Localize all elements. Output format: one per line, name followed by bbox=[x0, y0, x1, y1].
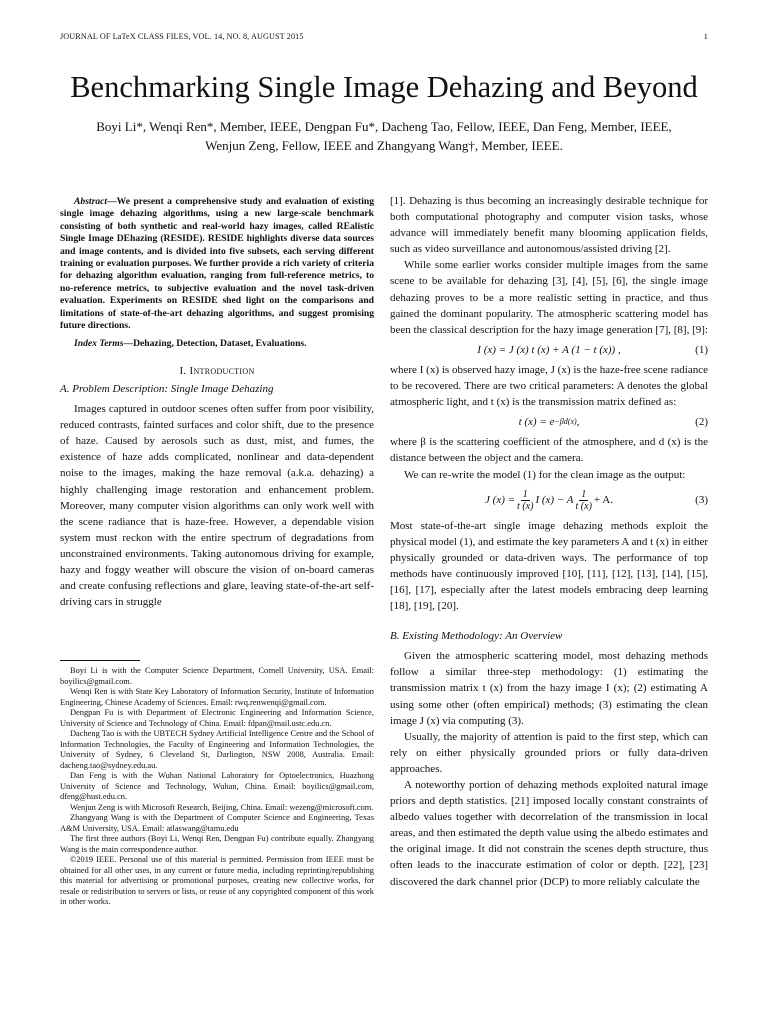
equation-3 bbox=[390, 489, 708, 512]
index-terms bbox=[60, 338, 374, 350]
paragraph: where I (x) is observed hazy image, J (x) is the haze-free scene radiance to be recovered. There are two critical parameters: A denotes the global atmospheric light, and t (x) is the transmission matrix defined as: bbox=[390, 363, 708, 409]
right-column bbox=[390, 193, 708, 890]
paragraph: [1]. Dehazing is thus becoming an increasingly desirable technique for both computational photography and computer vision tasks, whose advance will immediately benefit many blooming application fields, such as video surveillance and autonomous/assisted driving [2]. bbox=[390, 195, 708, 256]
fraction-denominator: t (x) bbox=[575, 500, 592, 512]
paragraph: where β is the scattering coefficient of the atmosphere, and d (x) is the distance between the object and the camera. bbox=[390, 436, 708, 465]
footnote: Dan Feng is with the Wuhan National Laboratory for Optoelectronics, Huazhong University of Science and Technology, Wuhan, China. Email: boyilics@gmail.com, dfeng@hust.edu.cn. bbox=[60, 771, 374, 801]
abstract bbox=[60, 196, 374, 332]
footnotes bbox=[60, 666, 374, 908]
intro-paragraph: Images captured in outdoor scenes often suffer from poor visibility, reduced contrasts, fainted surfaces and color shift, due to the presence of haze. Caused by aerosols such as dust, mist, and fumes, the existence of haze adds complicated, nonlinear and data-dependent noise to the images, making the haze removal (a.k.a. dehazing) a highly challenging image restoration and enhancement problem. Moreover, many computer vision algorithms can only work well with the scene radiance that is haze-free. However, a dependable vision system must reckon with the entire spectrum of degradations from unconstrained environments. Taking autonomous driving for example, hazy and foggy weather will obscure the vision of on-board cameras and create confusing reflections and glare, leaving state-of-the-art self-driving cars in struggle bbox=[60, 403, 374, 609]
footnote: Wenqi Ren is with State Key Laboratory of Information Security, Institute of Information Engineering, Chinese Academy of Sciences. Email: rwq.renwenqi@gmail.com. bbox=[60, 687, 374, 707]
abstract-text: —We present a comprehensive study and evaluation of existing single image dehazing algorithms, using a new large-scale benchmark consisting of both synthetic and real-world hazy images, called REalistic Single Image DEhazing (RESIDE). RESIDE highlights diverse data sources and image contents, and is divided into five subsets, each serving different training or evaluation purposes. We further provide a rich variety of criteria for dehazing algorithm evaluation, ranging from full-reference metrics, to no-reference metrics, to subjective evaluation and the novel task-driven evaluation. Experiments on RESIDE shed light on the comparisons and limitations of state-of-the-art dehazing algorithms, and suggest promising future directions. bbox=[60, 196, 374, 332]
paragraph: A noteworthy portion of dehazing methods exploited natural image priors and depth statistics. [21] imposed locally constant constraints of albedo values together with decorrelation of the transmission in local areas, and then estimated the depth value using the albedo estimates and the original image. It did not constrain the scenes depth structure, thus often leads to the inaccurate estimation of color or depth. [22], [23] discovered the dark channel prior (DCP) to more reliably calculate the bbox=[390, 779, 708, 888]
left-column bbox=[60, 196, 374, 610]
paragraph: We can re-write the model (1) for the clean image as the output: bbox=[404, 468, 686, 481]
subsection-heading: B. Existing Methodology: An Overview bbox=[390, 630, 563, 643]
paragraph: Usually, the majority of attention is paid to the first step, which can rely on either physically grounded priors or fully data-driven approaches. bbox=[390, 730, 708, 775]
footnote: Dacheng Tao is with the UBTECH Sydney Artificial Intelligence Centre and the School of Information Technologies, the Faculty of Engineering and Information Technologies, the University of Sydney, 6 Cleveland St, Darlington, NSW 2008, Australia. Email: dacheng.tao@sydney.edu.au. bbox=[60, 729, 374, 770]
journal-name: JOURNAL OF LaTeX CLASS FILES, VOL. 14, NO. 8, AUGUST 2015 bbox=[60, 32, 304, 41]
fraction-numerator: 1 bbox=[581, 488, 587, 500]
paragraph: Given the atmospheric scattering model, most dehazing methods follow a similar three-step methodology: (1) estimating the transmission matrix t (x) from the hazy image I (x); (2) estimating A using some other (often empirical) methods; (3) estimating the clean image J (x) via computing (3). bbox=[390, 650, 708, 727]
running-header bbox=[60, 32, 708, 41]
paragraph: While some earlier works consider multiple images from the same scene to be available for dehazing [3], [4], [5], [6], the single image dehazing proves to be a more realistic setting in practice, and thus gained the dominant popularity. The atmospheric scattering model has been the classical description for the hazy image generation [7], [8], [9]: bbox=[390, 259, 708, 336]
page-number: 1 bbox=[703, 32, 708, 41]
footnote-rule bbox=[60, 660, 140, 661]
equation-lhs: J (x) = bbox=[485, 494, 516, 507]
author-list bbox=[40, 117, 728, 155]
paragraph: Most state-of-the-art single image dehazing methods exploit the physical model (1), and estimate the key parameters A and t (x) in either physically grounded or data-driven ways. The performance of top methods have continuously improved [10], [11], [12], [13], [14], [15], [16], [17], especially after the latest models embracing deep learning [18], [19], [20]. bbox=[390, 519, 708, 613]
abstract-label: Abstract bbox=[74, 196, 108, 207]
footnote-copyright: ©2019 IEEE. Personal use of this material is permitted. Permission from IEEE must be obtained for all other uses, in any current or future media, including reprinting/republishing this material for advertising or promotional purposes, creating new collective works, for resale or redistribution to servers or lists, or reuse of any copyrighted component of this work in other works. bbox=[60, 855, 374, 906]
section-heading: I. Introduction bbox=[179, 364, 255, 377]
equation-body: I (x) = J (x) t (x) + A (1 − t (x)) , bbox=[477, 343, 621, 356]
paper-title: Benchmarking Single Image Dehazing and Beyond bbox=[70, 70, 698, 104]
equation-number: (1) bbox=[695, 343, 708, 356]
fraction bbox=[576, 489, 592, 512]
author-line-1: Boyi Li*, Wenqi Ren*, Member, IEEE, Dengpan Fu*, Dacheng Tao, Fellow, IEEE, Dan Feng, Member, IEEE, bbox=[96, 119, 672, 134]
equation-2: t (x) = e −βd(x) , (2) bbox=[390, 414, 708, 430]
fraction bbox=[517, 489, 533, 512]
equation-mid: I (x) − A bbox=[535, 494, 574, 507]
fraction-numerator: 1 bbox=[522, 488, 528, 500]
index-terms-label: Index Terms bbox=[74, 338, 124, 350]
footnote: Zhangyang Wang is with the Department of Computer Science and Engineering, Texas A&M University, USA. Email: atlaswang@tamu.edu bbox=[60, 813, 374, 833]
footnote: Wenjun Zeng is with Microsoft Research, Beijing, China. Email: wezeng@microsoft.com. bbox=[70, 802, 374, 812]
index-terms-text: —Dehazing, Detection, Dataset, Evaluations. bbox=[123, 338, 307, 350]
equation-exponent: −βd(x) bbox=[554, 417, 577, 427]
equation-number: (2) bbox=[695, 416, 708, 429]
fraction-denominator: t (x) bbox=[517, 500, 534, 512]
equation-end: + A. bbox=[593, 494, 613, 507]
footnote: Dengpan Fu is with Department of Electronic Engineering and Information Science, University of Science and Technology of China. Email: fdpan@mail.ustc.edu.cn. bbox=[60, 708, 374, 728]
equation-lhs: t (x) = e bbox=[518, 416, 555, 429]
equation-number: (3) bbox=[695, 494, 708, 507]
subsection-heading: A. Problem Description: Single Image Dehazing bbox=[60, 382, 274, 395]
author-line-2: Wenjun Zeng, Fellow, IEEE and Zhangyang Wang†, Member, IEEE. bbox=[205, 138, 563, 153]
footnote: Boyi Li is with the Computer Science Department, Cornell University, USA. Email: boyilics@gmail.com. bbox=[60, 666, 374, 686]
equation-1 bbox=[390, 342, 708, 358]
footnote: The first three authors (Boyi Li, Wenqi Ren, Dengpan Fu) contribute equally. Zhangyang Wang is the main correspondence author. bbox=[60, 834, 374, 854]
